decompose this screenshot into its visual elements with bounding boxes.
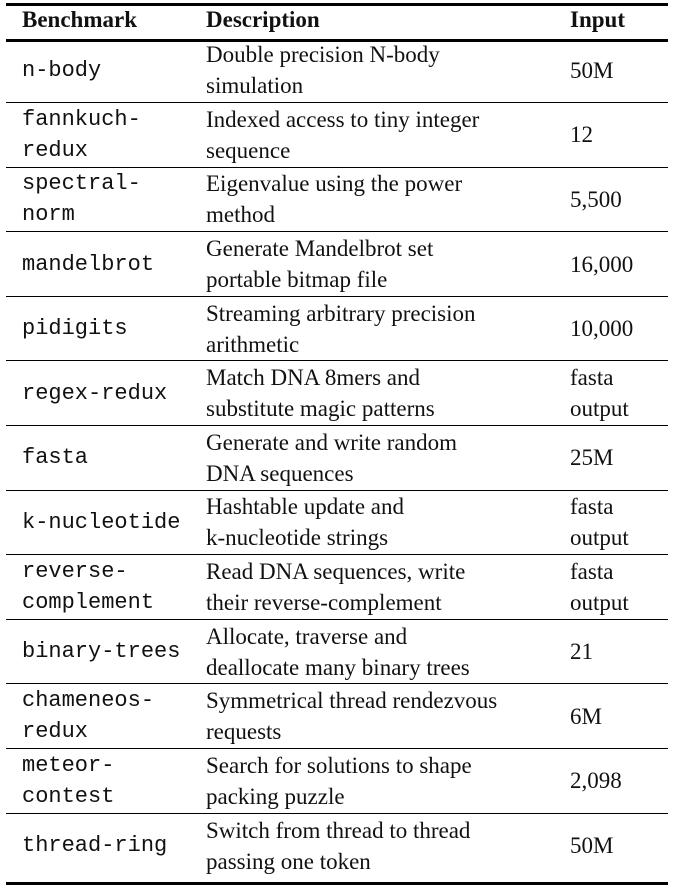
input-cell: 10,000 <box>556 296 668 361</box>
description-cell: Hashtable update and k-nucleotide strings <box>198 490 556 555</box>
table-row <box>6 684 668 749</box>
header-benchmark: Benchmark <box>22 7 137 32</box>
table-row <box>6 361 668 426</box>
table-row <box>6 296 668 361</box>
table-row <box>6 167 668 232</box>
benchmark-table <box>6 0 668 878</box>
input-cell: fasta output <box>556 361 668 426</box>
table-row <box>6 426 668 491</box>
description-cell: Switch from thread to thread passing one token <box>198 813 556 878</box>
input-cell: 21 <box>556 619 668 684</box>
benchmark-cell: fannkuch- redux <box>6 103 198 168</box>
description-cell: Eigenvalue using the power method <box>198 167 556 232</box>
benchmark-cell: k-nucleotide <box>6 490 198 555</box>
benchmark-cell: fasta <box>6 426 198 491</box>
table-row <box>6 38 668 103</box>
description-cell: Search for solutions to shape packing puzzle <box>198 749 556 814</box>
description-cell: Generate Mandelbrot set portable bitmap file <box>198 232 556 297</box>
description-cell: Read DNA sequences, write their reverse-complement <box>198 555 556 620</box>
benchmark-cell: binary-trees <box>6 619 198 684</box>
input-cell: 5,500 <box>556 167 668 232</box>
header-input: Input <box>570 7 625 32</box>
header-description: Description <box>206 7 320 32</box>
input-cell: 25M <box>556 426 668 491</box>
description-cell: Symmetrical thread rendezvous requests <box>198 684 556 749</box>
table-row <box>6 749 668 814</box>
input-cell: fasta output <box>556 555 668 620</box>
input-cell: 2,098 <box>556 749 668 814</box>
benchmark-cell: regex-redux <box>6 361 198 426</box>
table-bottom-rule <box>6 882 668 885</box>
table-row <box>6 490 668 555</box>
benchmark-cell: spectral- norm <box>6 167 198 232</box>
input-cell: 6M <box>556 684 668 749</box>
benchmark-cell: mandelbrot <box>6 232 198 297</box>
table-row <box>6 813 668 878</box>
table-row <box>6 619 668 684</box>
benchmark-cell: n-body <box>22 57 102 83</box>
benchmark-cell: chameneos- redux <box>6 684 198 749</box>
description-cell: Allocate, traverse and deallocate many binary trees <box>198 619 556 684</box>
benchmark-cell: meteor- contest <box>6 749 198 814</box>
description-cell: Match DNA 8mers and substitute magic patterns <box>198 361 556 426</box>
description-cell: Generate and write random DNA sequences <box>198 426 556 491</box>
input-cell: 12 <box>556 103 668 168</box>
input-cell: fasta output <box>556 490 668 555</box>
benchmark-cell: pidigits <box>6 296 198 361</box>
input-cell: 50M <box>556 813 668 878</box>
table-body <box>6 38 668 878</box>
description-cell: Double precision N-body simulation <box>206 42 440 99</box>
description-cell: Indexed access to tiny integer sequence <box>198 103 556 168</box>
input-cell: 50M <box>570 57 614 83</box>
table-row <box>6 232 668 297</box>
table-header-row <box>6 0 668 38</box>
benchmark-cell: reverse- complement <box>6 555 198 620</box>
table-row <box>6 555 668 620</box>
description-cell: Streaming arbitrary precision arithmetic <box>198 296 556 361</box>
table-row <box>6 103 668 168</box>
input-cell: 16,000 <box>556 232 668 297</box>
benchmark-cell: thread-ring <box>6 813 198 878</box>
